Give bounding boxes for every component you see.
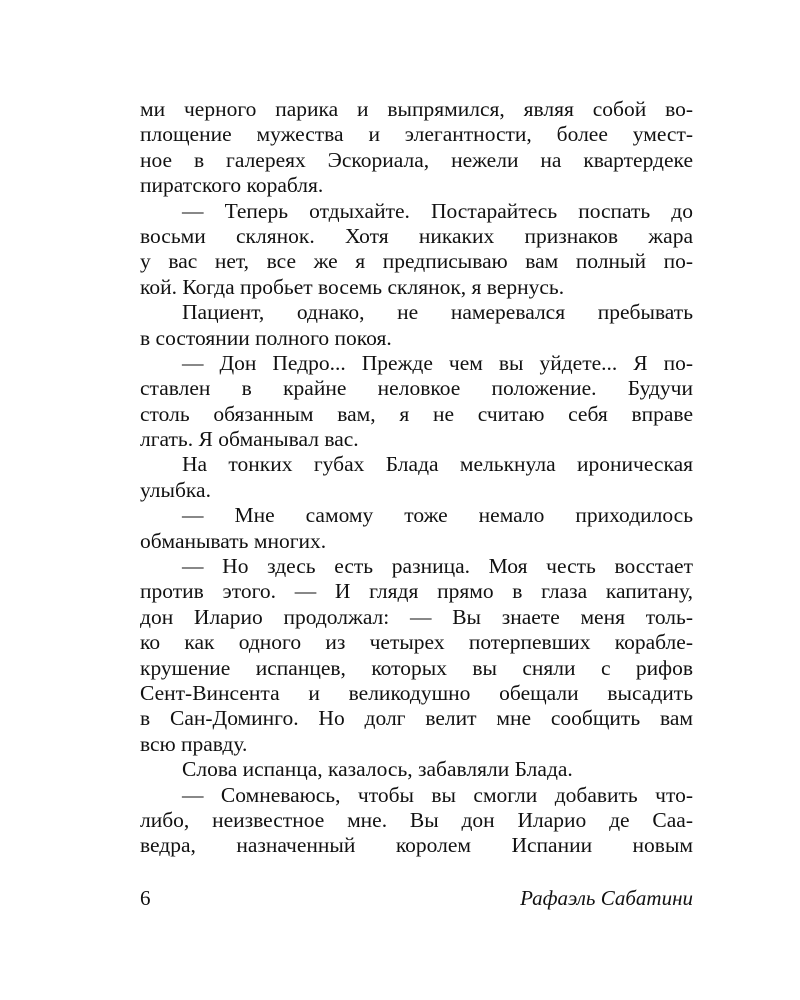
page-body bbox=[140, 97, 693, 859]
text-line: всю правду. bbox=[140, 731, 248, 756]
text-line: ведра, назначенный королем Испании новым bbox=[140, 833, 693, 858]
text-line: либо, неизвестное мне. Вы дон Иларио де Саа- bbox=[140, 807, 693, 832]
text-line: в Сан-Доминго. Но долг велит мне сообщить вам bbox=[140, 706, 693, 731]
text-line: площение мужества и элегантности, более умест- bbox=[140, 122, 693, 147]
running-head-author: Рафаэль Сабатини bbox=[520, 886, 693, 910]
text-line: обманывать многих. bbox=[140, 528, 327, 553]
text-line: ставлен в крайне неловкое положение. Будучи bbox=[140, 376, 693, 401]
text-line: Сент-Винсента и великодушно обещали высадить bbox=[140, 680, 693, 705]
text-line: улыбка. bbox=[140, 477, 211, 502]
text-line: Пациент, однако, не намеревался пребывать bbox=[182, 300, 693, 325]
text-line: столь обязанным вам, я не считаю себя вправе bbox=[140, 401, 693, 426]
text-line: — Теперь отдыхайте. Постарайтесь поспать до bbox=[182, 198, 693, 223]
text-line: — Дон Педро... Прежде чем вы уйдете... Я по- bbox=[182, 350, 693, 375]
text-line: — Но здесь есть разница. Моя честь восстает bbox=[182, 554, 693, 579]
text-line: кой. Когда пробьет восемь склянок, я вернусь. bbox=[140, 274, 565, 299]
page-number: 6 bbox=[140, 886, 151, 910]
text-line: лгать. Я обманывал вас. bbox=[140, 427, 359, 452]
page-footer bbox=[140, 884, 693, 912]
text-line: восьми склянок. Хотя никаких признаков жара bbox=[140, 223, 693, 248]
text-line: ко как одного из четырех потерпевших корабле- bbox=[140, 630, 693, 655]
text-line: Слова испанца, казалось, забавляли Блада. bbox=[182, 757, 573, 782]
text-line: — Сомневаюсь, чтобы вы смогли добавить что- bbox=[182, 782, 693, 807]
text-line: крушение испанцев, которых вы сняли с рифов bbox=[140, 655, 693, 680]
text-line: ное в галереях Эскориала, нежели на квартердеке bbox=[140, 147, 693, 172]
text-line: дон Иларио продолжал: — Вы знаете меня толь- bbox=[140, 604, 693, 629]
text-line: ми черного парика и выпрямился, являя собой во- bbox=[140, 97, 693, 121]
text-line: — Мне самому тоже немало приходилось bbox=[182, 503, 693, 528]
text-line: пиратского корабля. bbox=[140, 173, 324, 198]
text-line: у вас нет, все же я предписываю вам полный по- bbox=[140, 249, 693, 274]
text-line: На тонких губах Блада мелькнула ироническая bbox=[182, 452, 693, 477]
text-line: против этого. — И глядя прямо в глаза капитану, bbox=[140, 579, 693, 604]
text-line: в состоянии полного покоя. bbox=[140, 325, 392, 350]
